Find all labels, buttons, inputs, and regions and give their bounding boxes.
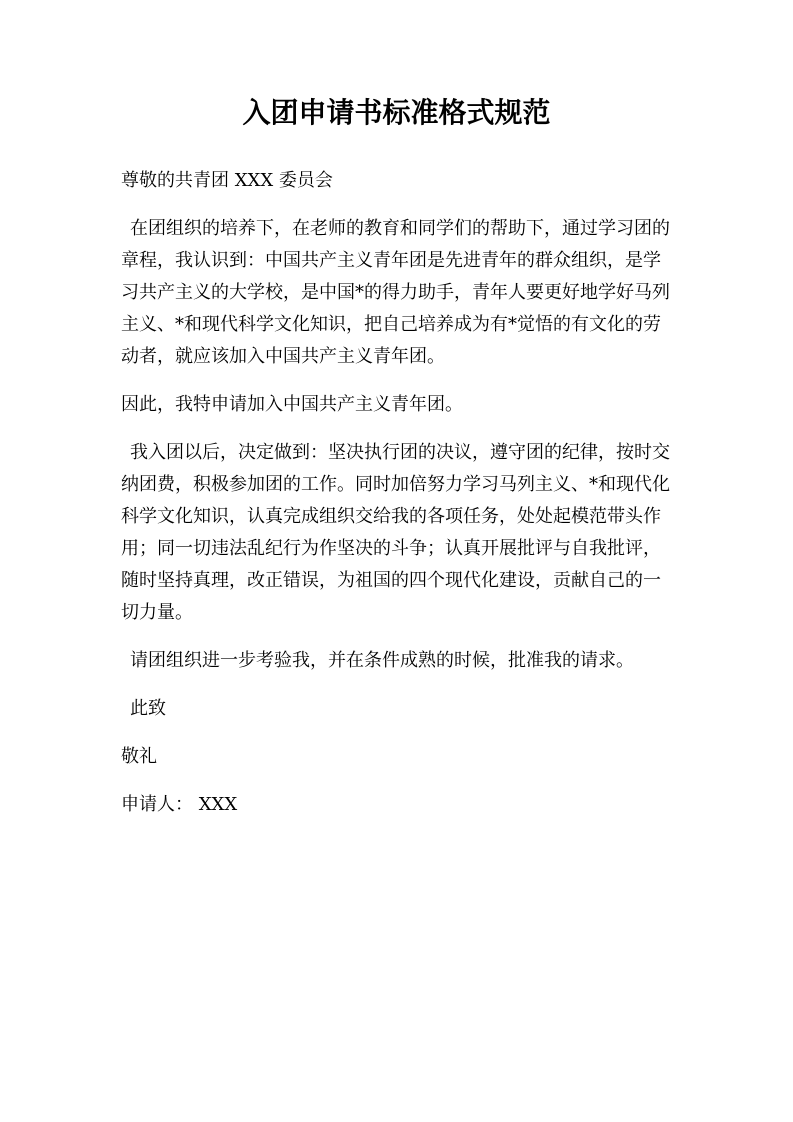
paragraph-training: 在团组织的培养下，在老师的教育和同学们的帮助下，通过学习团的章程，我认识到：中国共产主义青年团是先进青年的群众组织，是学习共产主义的大学校，是中国*的得力助手，青年人要更好地学好马列主义、*和现代科学文化知识，把自己培养成为有*觉悟的有文化的劳动者，就应该加入中国共产主义青年团。 (121, 218, 670, 367)
paragraph-commitment: 我入团以后，决定做到：坚决执行团的决议，遵守团的纪律，按时交纳团费，积极参加团的工作。同时加倍努力学习马列主义、*和现代化科学文化知识，认真完成组织交给我的各项任务，处处起模范带头作用；同一切违法乱纪行为作坚决的斗争；认真开展批评与自我批评，随时坚持真理，改正错误，为祖国的四个现代化建设，贡献自己的一切力量。 (121, 442, 670, 623)
closing-ci-zhi: 此致 (130, 698, 166, 719)
document-title: 入团申请书标准格式规范 (242, 96, 551, 129)
closing-jing-li: 敬礼 (121, 746, 157, 767)
paragraph-application: 因此，我特申请加入中国共产主义青年团。 (121, 394, 463, 415)
paragraph-request: 请团组织进一步考验我，并在条件成熟的时候，批准我的请求。 (130, 650, 634, 671)
letter-body (121, 165, 676, 837)
signature-line: 申请人： XXX (121, 794, 238, 815)
salutation: 尊敬的共青团 XXX 委员会 (121, 170, 333, 191)
